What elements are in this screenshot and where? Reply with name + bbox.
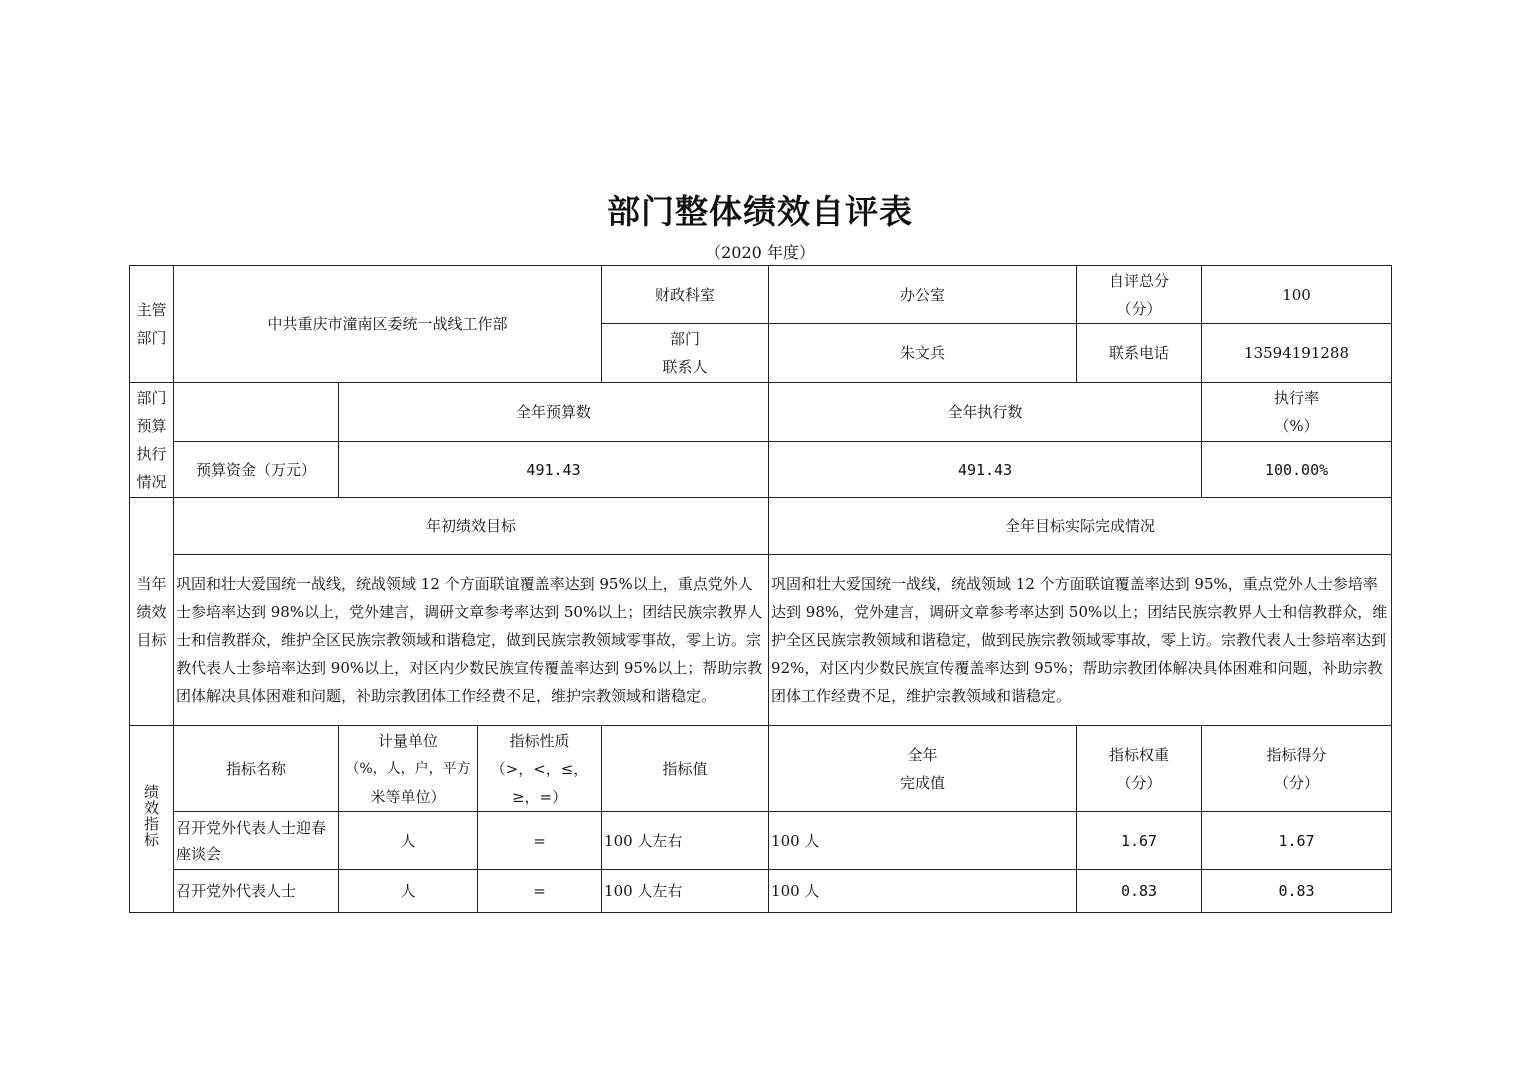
contact-label-line: 联系人 [662,358,708,376]
page-subtitle: （2020 年度） [705,243,815,262]
rate-value: 100.00% [1202,442,1392,498]
dept-label-line: 主管 [136,301,167,319]
contact-value: 朱文兵 [769,324,1077,383]
indicator-score: 0.83 [1202,870,1392,913]
contact-label-cell [602,324,769,383]
indicator-weight: 0.83 [1077,870,1202,913]
table-row [130,870,1392,913]
indicator-name: 召开党外代表人士 [174,870,339,913]
budget-section-label [130,383,174,498]
indicator-value: 100 人左右 [602,812,769,870]
budget-label-line: 执行 [136,445,167,463]
indicator-actual: 100 人 [769,870,1077,913]
actual-goal-text: 巩固和壮大爱国统一战线，统战领域 12 个方面联谊覆盖率达到 95%，重点党外人士参培率达到 98%，党外建言，调研文章参考率达到 50%以上；团结民族宗教界人士和信教群众，维护全区民族宗教领域和谐稳定，做到民族宗教领域零事故，零上访。宗教代表人士参培率达到 92%，对区内少数民族宣传覆盖率达到 95%；帮助宗教团体解决具体困难和问题，补助宗教团体工作经费不足，维护宗教领域和谐稳定。 [769,555,1392,726]
finance-label: 财政科室 [602,266,769,324]
actual-header-line: 完成值 [900,773,946,792]
actual-header [769,726,1077,812]
goals-label-line: 绩效 [136,602,167,621]
indicator-nature: = [478,812,602,870]
budget-label-line: 情况 [136,473,167,491]
score-label-line: （分） [1116,299,1162,318]
indicator-value: 100 人左右 [602,870,769,913]
phone-value: 13594191288 [1202,324,1392,383]
indicator-unit: 人 [339,870,478,913]
unit-header-line: （%，人，户，平方 [345,760,471,777]
budget-label-line: 预算 [136,417,167,435]
goals-section-label [130,498,174,726]
nature-header-line: 指标性质 [509,731,570,750]
indicator-nature: = [478,870,602,913]
weight-header-line: 指标权重 [1109,745,1170,764]
indicator-name: 召开党外代表人士迎春座谈会 [174,812,339,870]
score-header [1202,726,1392,812]
goals-label-line: 当年 [136,574,167,593]
dept-label-line: 部门 [136,329,167,347]
dept-name: 中共重庆市潼南区委统一战线工作部 [174,266,602,383]
executed-col-header: 全年执行数 [769,383,1202,442]
score-value: 100 [1202,266,1392,324]
executed-value: 491.43 [769,442,1202,498]
indicators-label-text: 绩效指标 [144,783,160,849]
unit-header-line: 米等单位） [370,787,446,806]
page-title: 部门整体绩效自评表 [607,192,913,231]
finance-value: 办公室 [769,266,1077,324]
unit-header-line: 计量单位 [377,731,438,750]
initial-goal-header: 年初绩效目标 [174,498,769,555]
weight-header [1077,726,1202,812]
indicator-score: 1.67 [1202,812,1392,870]
indicator-weight: 1.67 [1077,812,1202,870]
phone-label: 联系电话 [1077,324,1202,383]
actual-header-line: 全年 [907,745,938,764]
indicator-unit: 人 [339,812,478,870]
indicator-actual: 100 人 [769,812,1077,870]
score-header-line: 指标得分 [1266,745,1327,764]
actual-goal-header: 全年目标实际完成情况 [769,498,1392,555]
value-header: 指标值 [602,726,769,812]
indicator-name-header: 指标名称 [174,726,339,812]
initial-goal-text: 巩固和壮大爱国统一战线，统战领域 12 个方面联谊覆盖率达到 95%以上，重点党外人士参培率达到 98%以上，党外建言，调研文章参考率达到 50%以上；团结民族宗教界人士和信教群众，维护全区民族宗教领域和谐稳定，做到民族宗教领域零事故，零上访。宗教代表人士参培率达到 90%以上，对区内少数民族宣传覆盖率达到 95%以上；帮助宗教团体解决具体困难和问题，补助宗教团体工作经费不足，维护宗教领域和谐稳定。 [174,555,769,726]
unit-header [339,726,478,812]
indicators-section-label [130,726,174,913]
evaluation-table [129,265,1392,913]
nature-header-line: （>，<，≤， [490,759,589,778]
budget-empty-header [174,383,339,442]
budget-value: 491.43 [339,442,769,498]
budget-col-header: 全年预算数 [339,383,769,442]
budget-label-line: 部门 [136,389,167,407]
score-label-cell [1077,266,1202,324]
weight-header-line: （分） [1116,773,1162,792]
nature-header [478,726,602,812]
budget-row-label: 预算资金（万元） [174,442,339,498]
score-header-line: （分） [1274,773,1320,792]
rate-header-line: 执行率 [1274,389,1320,407]
dept-label-cell [130,266,174,383]
contact-label-line: 部门 [670,330,701,348]
rate-header-line: （%） [1274,417,1319,435]
nature-header-line: ≥，=） [511,787,568,806]
table-row [130,812,1392,870]
goals-label-line: 目标 [136,630,167,649]
rate-col-header [1202,383,1392,442]
score-label-line: 自评总分 [1109,271,1170,290]
